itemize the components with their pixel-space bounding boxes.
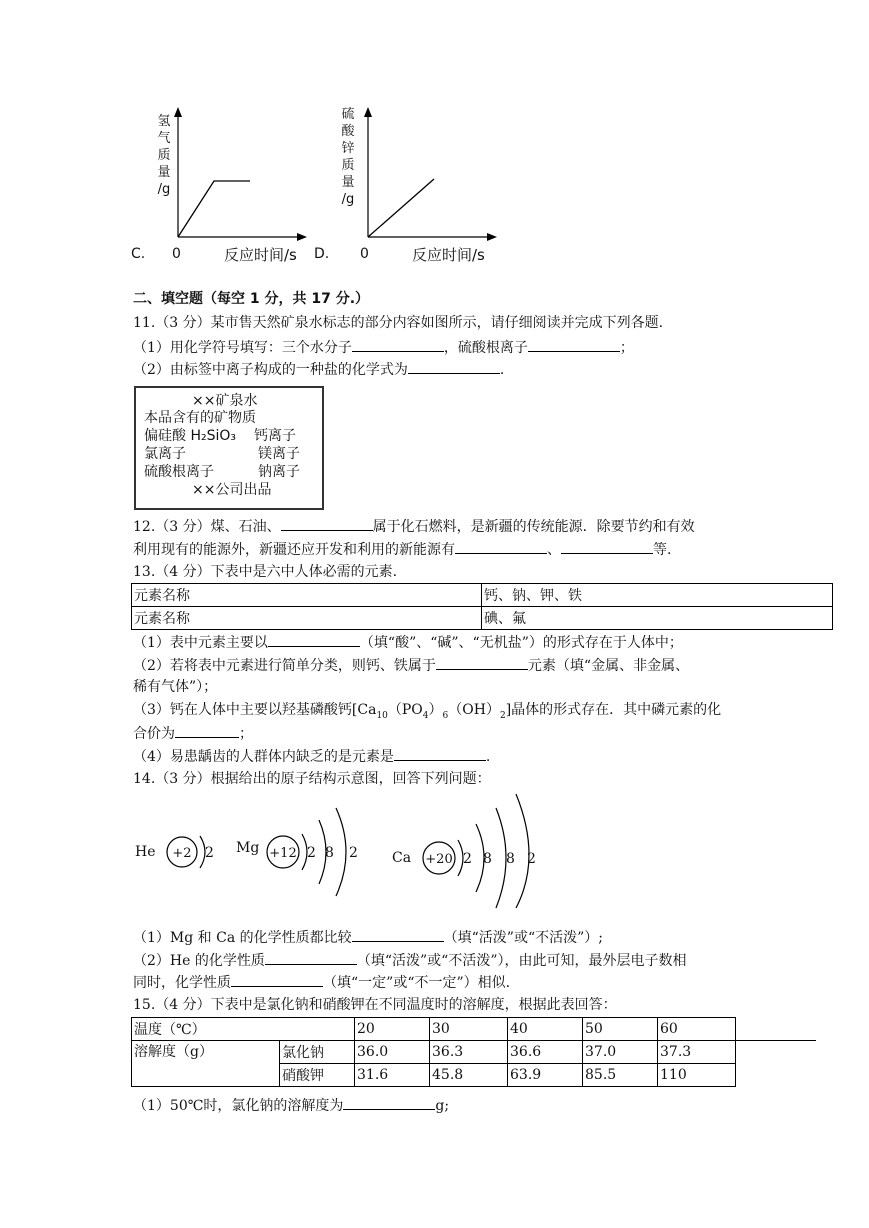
q11-blank-water[interactable] bbox=[352, 337, 444, 352]
q14-blank-he[interactable] bbox=[265, 950, 357, 965]
table-cell: 36.0 bbox=[355, 1041, 430, 1064]
graph-d-curve bbox=[368, 179, 434, 237]
q13-part2-cont: 稀有气体”）； bbox=[133, 679, 218, 695]
q12-line1: 12.（3 分）煤、石油、 属于化石燃料，是新疆的传统能源．除要节约和有效 bbox=[133, 516, 695, 537]
q11-blank-sulfate[interactable] bbox=[528, 337, 620, 352]
label-line1: 本品含有的矿物质 bbox=[144, 410, 256, 426]
table-cell: 40 bbox=[508, 1018, 583, 1041]
graph-d-ylabel: 硫 酸 锌 质 量 /g bbox=[341, 107, 355, 207]
table-cell: 硝酸钾 bbox=[280, 1064, 355, 1087]
table-cell: 50 bbox=[583, 1018, 658, 1041]
q13-part2: （2）若将表中元素进行简单分类，则钙、铁属于 元素（填“金属、非金属、 bbox=[133, 655, 689, 676]
mineral-water-label bbox=[134, 386, 324, 510]
label-l4a: 硫酸根离子 bbox=[144, 464, 214, 480]
table-cell: 元素名称 bbox=[132, 607, 482, 630]
graph-c-origin: 0 bbox=[172, 246, 181, 262]
q13-part3-cont: 合价为 ； bbox=[133, 723, 253, 744]
q11-part2: （2）由标签中离子构成的一种盐的化学式为 . bbox=[133, 359, 504, 380]
table-cell: 20 bbox=[355, 1018, 430, 1041]
q14-stem: 14.（3 分）根据给出的原子结构示意图，回答下列问题： bbox=[133, 771, 491, 787]
svg-text:8: 8 bbox=[506, 851, 515, 867]
label-l2b: 钙离子 bbox=[254, 428, 296, 444]
table-row bbox=[132, 1041, 817, 1064]
atom-ca-symbol: Ca bbox=[392, 850, 412, 866]
q13-table bbox=[131, 583, 833, 630]
table-cell: 36.3 bbox=[430, 1041, 508, 1064]
label-l3a: 氯离子 bbox=[144, 446, 186, 462]
q13-blank-class[interactable] bbox=[436, 655, 528, 670]
q14-blank-activity[interactable] bbox=[352, 927, 444, 942]
graph-d-origin: 0 bbox=[360, 246, 369, 262]
table-cell: 元素名称 bbox=[132, 584, 482, 607]
atom-diagrams bbox=[130, 790, 550, 910]
label-l4b: 钠离子 bbox=[258, 464, 300, 480]
q15-table bbox=[131, 1017, 816, 1087]
svg-text:8: 8 bbox=[325, 845, 334, 861]
graph-c-curve bbox=[178, 181, 250, 237]
svg-text:2: 2 bbox=[527, 851, 536, 867]
q13-part3: （3）钙在人体中主要以羟基磷酸钙$[Ca_{10}(PO_4)_6(OH)_2]$晶体的形式存在．其中磷元素的化 bbox=[133, 702, 722, 721]
q12-blank-energy1[interactable] bbox=[455, 539, 547, 554]
q14-part2: （2）He 的化学性质 （填“活泼”或“不活泼”），由此可知，最外层电子数相 bbox=[133, 950, 687, 971]
label-l3b: 镁离子 bbox=[258, 446, 300, 462]
table-row bbox=[132, 607, 833, 630]
graph-d-xlabel: 反应时间/s bbox=[412, 246, 485, 264]
graph-c-ylabel: 氢 气 质 量 /g bbox=[157, 114, 171, 197]
table-row bbox=[132, 1018, 817, 1041]
table-cell: 30 bbox=[430, 1018, 508, 1041]
table-cell: 溶解度（g） bbox=[132, 1041, 280, 1087]
table-cell: 钙、钠、钾、铁 bbox=[482, 584, 833, 607]
table-cell: 85.5 bbox=[583, 1064, 658, 1087]
svg-text:2: 2 bbox=[307, 845, 316, 861]
table-cell: 37.3 bbox=[658, 1041, 736, 1064]
table-cell: 温度（℃） bbox=[132, 1018, 355, 1041]
graph-d-option: D. bbox=[314, 246, 330, 262]
label-l2a: 偏硅酸 H₂SiO₃ bbox=[144, 428, 236, 444]
q13-blank-valence[interactable] bbox=[175, 723, 239, 738]
graph-c-axes bbox=[150, 105, 310, 250]
table-cell: 60 bbox=[658, 1018, 736, 1041]
table-cell-empty bbox=[736, 1018, 817, 1041]
graph-c-xlabel: 反应时间/s bbox=[224, 246, 297, 264]
table-cell: 氯化钠 bbox=[280, 1041, 355, 1064]
q12-blank-fossil[interactable] bbox=[281, 516, 373, 531]
q11-part1: （1）用化学符号填写：三个水分子 ，硫酸根离子 ； bbox=[133, 337, 634, 358]
table-cell: 36.6 bbox=[508, 1041, 583, 1064]
table-cell: 碘、氟 bbox=[482, 607, 833, 630]
svg-text:8: 8 bbox=[483, 851, 492, 867]
svg-text:2: 2 bbox=[463, 851, 472, 867]
svg-text:2: 2 bbox=[349, 845, 358, 861]
svg-text:2: 2 bbox=[205, 845, 214, 861]
table-cell: 31.6 bbox=[355, 1064, 430, 1087]
q12-blank-energy2[interactable] bbox=[561, 539, 653, 554]
table-cell: 110 bbox=[658, 1064, 736, 1087]
q13-blank-element[interactable] bbox=[394, 746, 486, 761]
q11-stem: 11.（3 分）某市售天然矿泉水标志的部分内容如图所示，请仔细阅读并完成下列各题. bbox=[133, 315, 664, 331]
q12-line2: 利用现有的能源外，新疆还应开发和利用的新能源有 、 等. bbox=[133, 539, 671, 560]
svg-text:+2: +2 bbox=[172, 846, 192, 861]
q13-part1: （1）表中元素主要以 （填“酸”、“碱”、“无机盐”）的形式存在于人体中； bbox=[133, 632, 683, 653]
q13-blank-form[interactable] bbox=[268, 632, 360, 647]
q13-stem: 13.（4 分）下表中是六中人体必需的元素. bbox=[133, 564, 398, 580]
table-cell: 45.8 bbox=[430, 1064, 508, 1087]
graph-c-option: C. bbox=[131, 246, 146, 262]
q15-part1: （1）50℃时，氯化钠的溶解度为 g; bbox=[133, 1095, 449, 1116]
q15-blank-solubility[interactable] bbox=[343, 1095, 435, 1110]
q15-stem: 15.（4 分）下表中是氯化钠和硝酸钾在不同温度时的溶解度，根据此表回答： bbox=[133, 997, 617, 1013]
label-title: ××矿泉水 bbox=[192, 393, 258, 409]
atom-he-symbol: He bbox=[135, 844, 156, 860]
table-cell: 63.9 bbox=[508, 1064, 583, 1087]
q14-blank-similar[interactable] bbox=[231, 972, 323, 987]
svg-text:+12: +12 bbox=[269, 846, 297, 861]
q13-part4: （4）易患龋齿的人群体内缺乏的是元素是 . bbox=[133, 746, 490, 767]
atom-mg-symbol: Mg bbox=[236, 840, 260, 856]
label-footer: ××公司出品 bbox=[192, 482, 272, 498]
section-title: 二、填空题（每空 1 分，共 17 分.） bbox=[133, 291, 370, 307]
q14-part1: （1）Mg 和 Ca 的化学性质都比较 （填“活泼”或“不活泼”）; bbox=[133, 927, 603, 948]
q11-blank-salt[interactable] bbox=[408, 359, 500, 374]
table-row bbox=[132, 584, 833, 607]
q14-part2-cont: 同时，化学性质 （填“一定”或“不一定”）相似. bbox=[133, 972, 510, 993]
svg-text:+20: +20 bbox=[425, 852, 453, 867]
graph-d-axes bbox=[340, 105, 500, 250]
table-cell: 37.0 bbox=[583, 1041, 658, 1064]
